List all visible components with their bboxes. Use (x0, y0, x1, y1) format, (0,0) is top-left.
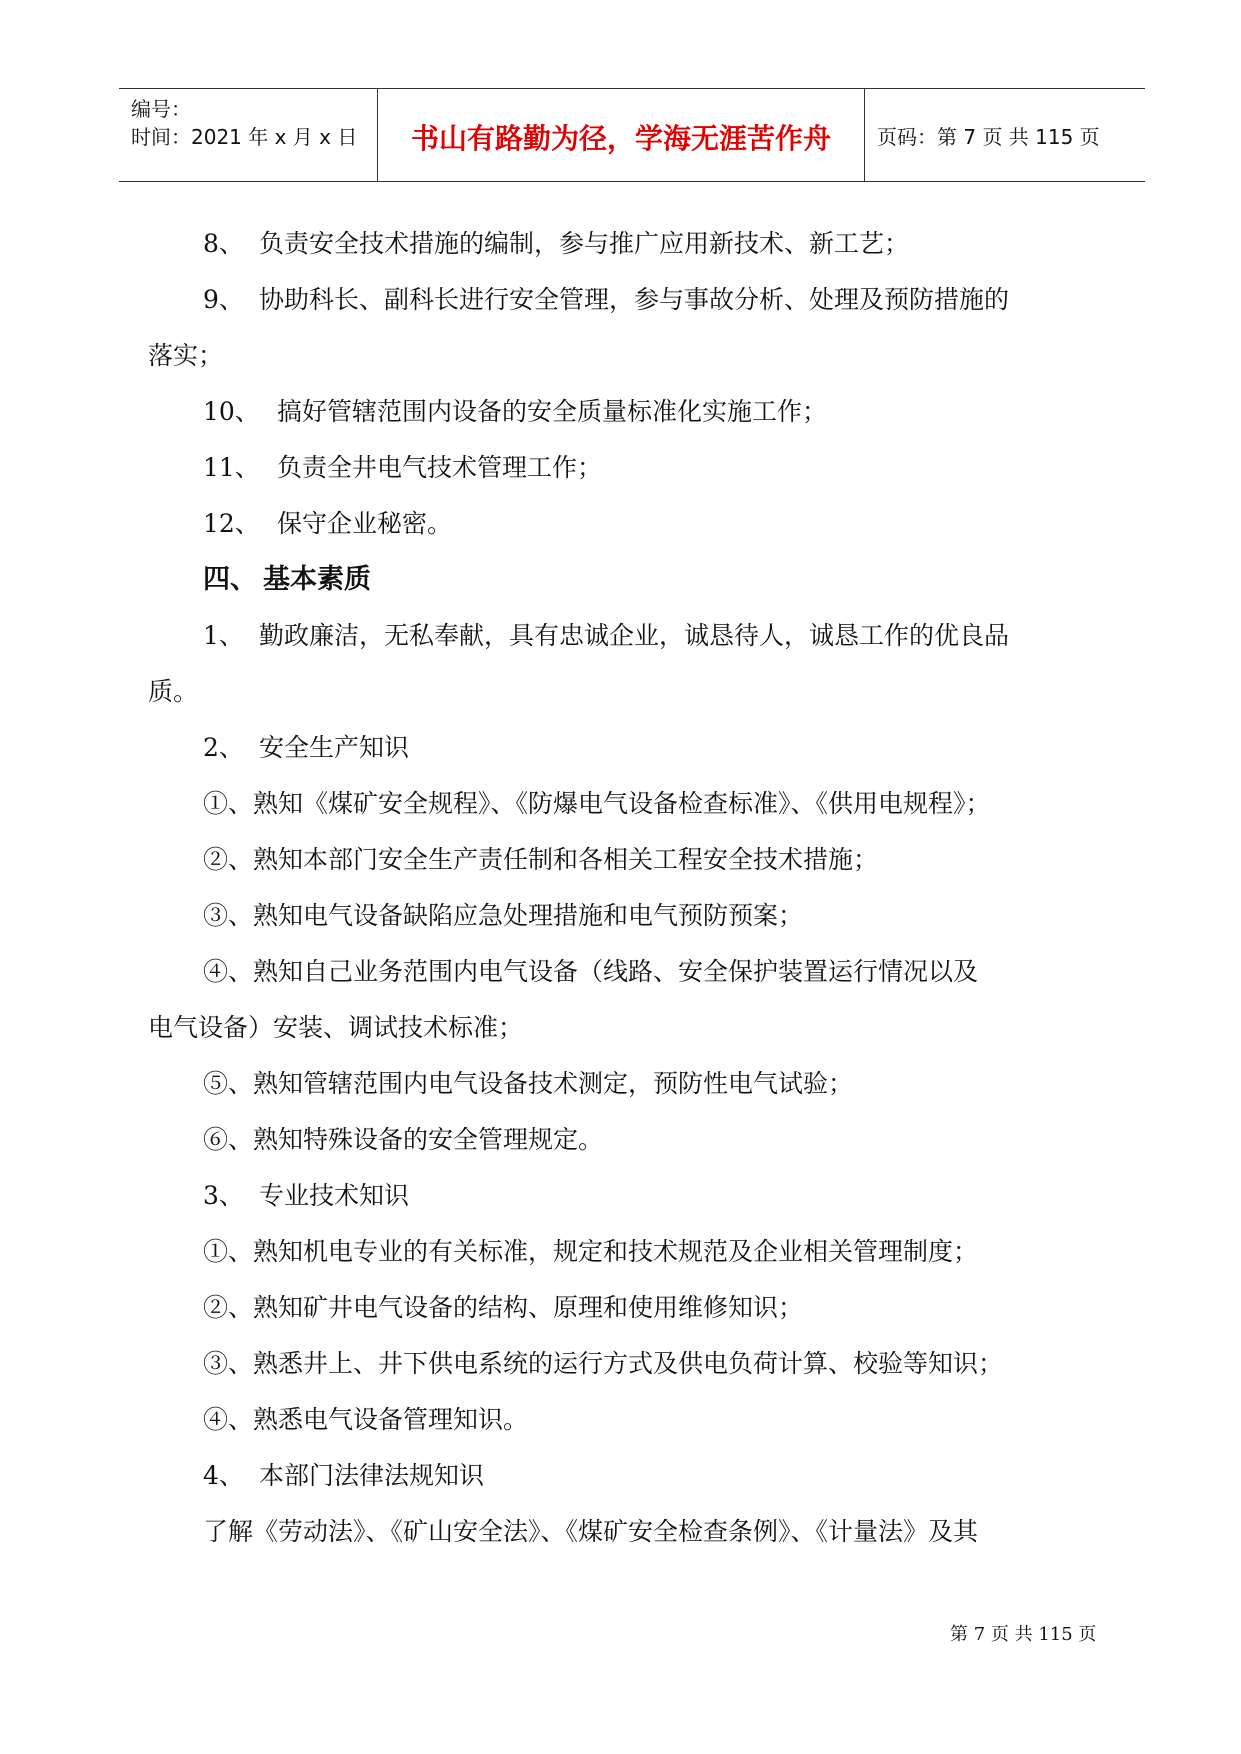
item-number: 8、 (203, 229, 244, 258)
technical-knowledge-1: ①、熟知机电专业的有关标准，规定和技术规范及企业相关管理制度； (203, 1237, 979, 1266)
item-number: 4、 (203, 1461, 244, 1490)
technical-knowledge-3: ③、熟悉井上、井下供电系统的运行方式及供电负荷计算、校验等知识； (203, 1349, 1004, 1378)
item-text: 搞好管辖范围内设备的安全质量标准化实施工作； (277, 397, 828, 426)
duty-item-9 (148, 272, 1118, 328)
item-number: 10、 (203, 397, 260, 426)
duty-item-8 (148, 216, 1118, 272)
item-text: 本部门法律法规知识 (259, 1461, 485, 1490)
document-number-label: 编号： (131, 97, 191, 121)
page-footer: 第 7 页 共 115 页 (950, 1624, 1097, 1645)
technical-knowledge-2: ②、熟知矿井电气设备的结构、原理和使用维修知识； (203, 1293, 804, 1322)
safety-knowledge-5: ⑤、熟知管辖范围内电气设备技术测定，预防性电气试验； (203, 1069, 854, 1098)
quality-item-1-continuation: 质。 (148, 677, 199, 706)
header-page-cell (865, 89, 1145, 181)
item-number: 9、 (203, 285, 244, 314)
item-text: 专业技术知识 (259, 1181, 410, 1210)
document-body (148, 216, 1118, 1560)
header-meta-cell (119, 89, 378, 181)
safety-knowledge-1: ①、熟知《煤矿安全规程》、《防爆电气设备检查标准》、《供用电规程》； (203, 789, 991, 818)
item-text: 保守企业秘密。 (277, 509, 453, 538)
quality-item-3 (148, 1168, 1118, 1224)
duty-item-10 (148, 384, 1118, 440)
document-date: 时间：2021 年 x 月 x 日 (131, 125, 358, 149)
item-number: 12、 (203, 509, 260, 538)
section-title: 基本素质 (263, 564, 371, 595)
item-number: 1、 (203, 621, 244, 650)
header-motto-cell (378, 89, 865, 181)
header-page-info: 页码：第 7 页 共 115 页 (877, 124, 1100, 149)
safety-knowledge-3: ③、熟知电气设备缺陷应急处理措施和电气预防预案； (203, 901, 804, 930)
section-number: 四、 (203, 564, 257, 595)
item-number: 3、 (203, 1181, 244, 1210)
item-number: 11、 (203, 453, 260, 482)
item-text: 负责安全技术措施的编制，参与推广应用新技术、新工艺； (259, 229, 910, 258)
duty-item-9-continuation: 落实； (148, 341, 224, 370)
quality-item-2 (148, 720, 1118, 776)
item-text: 负责全井电气技术管理工作； (277, 453, 603, 482)
item-number: 2、 (203, 733, 244, 762)
safety-knowledge-4: ④、熟知自己业务范围内电气设备（线路、安全保护装置运行情况以及 (203, 957, 979, 986)
safety-knowledge-6: ⑥、熟知特殊设备的安全管理规定。 (203, 1125, 604, 1154)
safety-knowledge-2: ②、熟知本部门安全生产责任制和各相关工程安全技术措施； (203, 845, 879, 874)
quality-item-4 (148, 1448, 1118, 1504)
item-text: 安全生产知识 (259, 733, 410, 762)
header-motto: 书山有路勤为径，学海无涯苦作舟 (410, 122, 831, 155)
duty-item-12 (148, 496, 1118, 552)
technical-knowledge-4: ④、熟悉电气设备管理知识。 (203, 1405, 529, 1434)
safety-knowledge-4-continuation: 电气设备）安装、调试技术标准； (148, 1013, 524, 1042)
quality-item-1 (148, 608, 1118, 664)
law-knowledge-text: 了解《劳动法》、《矿山安全法》、《煤矿安全检查条例》、《计量法》及其 (203, 1517, 979, 1546)
section-heading (148, 552, 1118, 608)
page-header (119, 88, 1145, 182)
item-text: 协助科长、副科长进行安全管理，参与事故分析、处理及预防措施的 (259, 285, 1010, 314)
duty-item-11 (148, 440, 1118, 496)
item-text: 勤政廉洁，无私奉献，具有忠诚企业，诚恳待人，诚恳工作的优良品 (259, 621, 1010, 650)
